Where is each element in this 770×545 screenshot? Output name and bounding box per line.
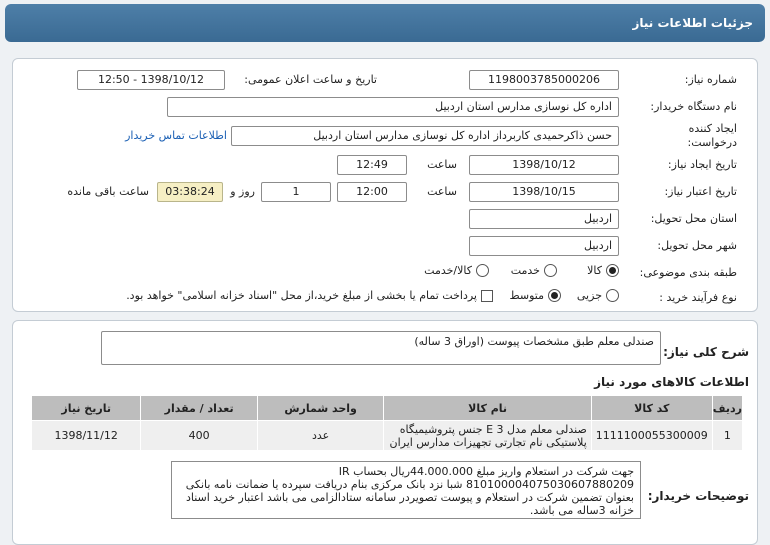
announce-label: تاریخ و ساعت اعلان عمومی: [244,73,377,86]
summary-field: صندلی معلم طبق مشخصات پیوست (اوراق 3 ساله) [101,331,661,365]
items-title: اطلاعات کالاهای مورد نیاز [594,375,749,389]
create-time-label: ساعت [427,158,457,171]
days-field: 1 [261,182,331,202]
column-header: تعداد / مقدار [141,396,257,421]
days-label: روز و [230,185,255,198]
category-label: طبقه بندی موضوعی: [639,266,737,279]
summary-label: شرح کلی نیاز: [663,345,749,359]
radio-icon[interactable] [606,289,619,302]
remaining-time-field: 03:38:24 [157,182,223,202]
need-details-panel [12,320,758,545]
radio-icon[interactable] [476,264,489,277]
remaining-label: ساعت باقی مانده [67,185,149,198]
column-header: واحد شمارش [257,396,384,421]
radio-icon[interactable] [544,264,557,277]
province-field: اردبیل [469,209,619,229]
row-number-cell: 1 [712,421,742,451]
city-label: شهر محل تحویل: [657,239,737,252]
valid-date-field: 1398/10/15 [469,182,619,202]
checkbox-icon[interactable] [481,290,493,302]
radio-selected-icon[interactable] [606,264,619,277]
item-code-cell: 1111100055300009 [591,421,712,451]
page-header [5,4,765,42]
contact-buyer-link[interactable]: اطلاعات تماس خریدار [125,129,227,142]
valid-time-label: ساعت [427,185,457,198]
column-header: ردیف [712,396,742,421]
category-option-service[interactable]: خدمت [511,264,557,277]
announce-field: 1398/10/12 - 12:50 [77,70,225,90]
buyer-notes-field: جهت شرکت در استعلام واریز مبلغ 44.000.000ریال بحساب IR 810100004075030607880209 شبا نزد بانک مرکزی بنام دریافت سپرده یا ضمانت نامه بانکی بعنوان تضمین شرکت در استعلام و پیوست تصویردر سامانه ستادالزامی می باشد اعتبار خرید اسناد خزانه 3ساله می باشد. [171,461,641,519]
unit-cell: عدد [257,421,384,451]
process-label: نوع فرآیند خرید : [659,291,737,304]
process-option-minor[interactable]: جزیی [577,289,619,302]
column-header: نام کالا [384,396,591,421]
column-header: کد کالا [591,396,712,421]
valid-date-label: تاریخ اعتبار نیاز: [664,185,737,198]
need-info-panel [12,58,758,312]
table-row [32,421,743,451]
creator-field: حسن ذاکرحمیدی کاربرداز اداره کل نوسازی مدارس استان اردبیل [231,126,619,146]
need-number-field: 1198003785000206 [469,70,619,90]
table-header-row [32,396,743,421]
create-date-field: 1398/10/12 [469,155,619,175]
need-number-label: شماره نیاز: [684,73,737,86]
page-title: جزئیات اطلاعات نیاز [632,16,753,30]
need-date-cell: 1398/11/12 [32,421,141,451]
items-table [31,395,743,451]
create-time-field: 12:49 [337,155,407,175]
city-field: اردبیل [469,236,619,256]
creator-label: ایجاد کننده [688,122,737,135]
buyer-org-field: اداره کل نوسازی مدارس استان اردبیل [167,97,619,117]
treasury-payment-checkbox[interactable]: پرداخت تمام یا بخشی از مبلغ خرید،از محل "اسناد خزانه اسلامی" خواهد بود. [126,289,493,302]
create-date-label: تاریخ ایجاد نیاز: [667,158,737,171]
creator-label-2: درخواست: [687,136,737,149]
radio-selected-icon[interactable] [548,289,561,302]
category-option-goods[interactable]: کالا [587,264,619,277]
buyer-org-label: نام دستگاه خریدار: [650,100,737,113]
category-option-goods-service[interactable]: کالا/خدمت [424,264,489,277]
buyer-notes-label: توضیحات خریدار: [647,489,749,503]
valid-time-field: 12:00 [337,182,407,202]
process-option-medium[interactable]: متوسط [509,289,561,302]
column-header: تاریخ نیاز [32,396,141,421]
province-label: استان محل تحویل: [650,212,737,225]
quantity-cell: 400 [141,421,257,451]
item-name-cell: صندلی معلم مدل E 3 جنس پتروشیمیگاه پلاستیکی نام تجارتی تجهیزات مدارس ایران [384,421,591,451]
